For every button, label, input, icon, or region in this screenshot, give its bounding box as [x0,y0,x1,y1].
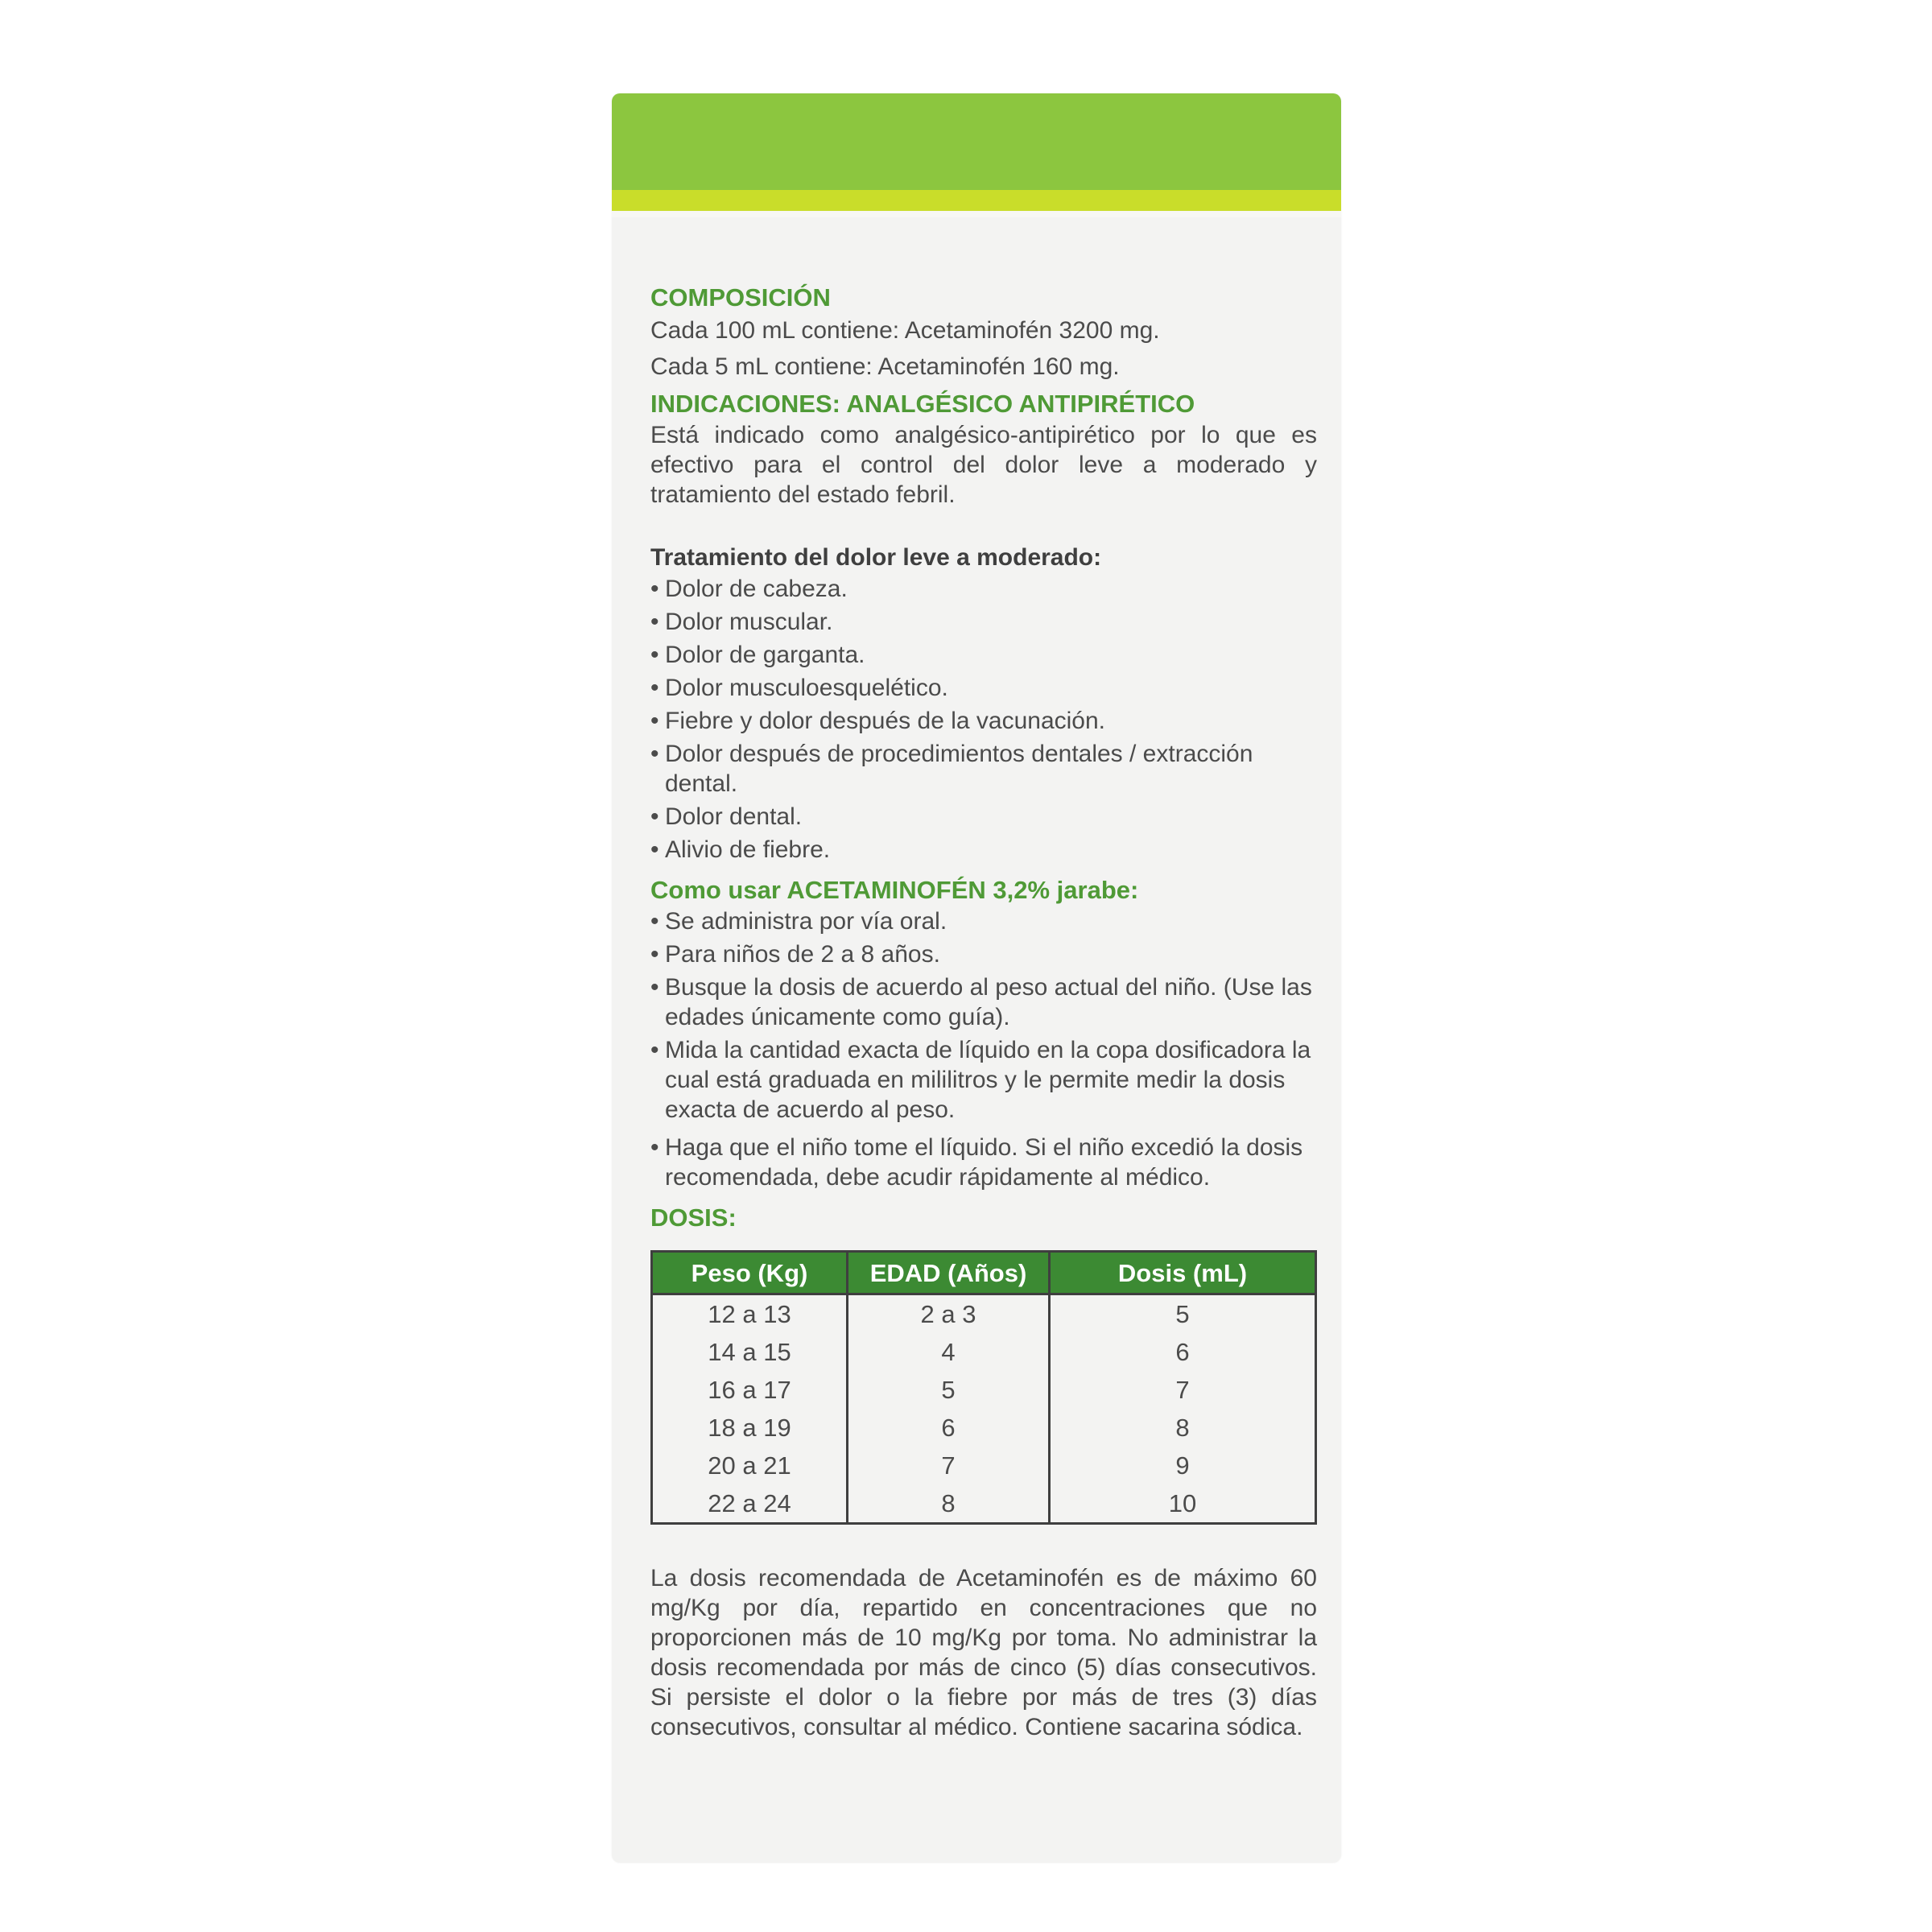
list-item: • Dolor después de procedimientos dentales / extracción dental. [650,741,1253,797]
cell-edad: 6 [848,1409,1050,1447]
dosis-table [650,1250,1317,1525]
tratamiento-title: Tratamiento del dolor leve a moderado: [650,544,1102,571]
list-item-text: Haga que el niño tome el líquido. Si el niño excedió la dosis recomendada, debe acudir rápidamente al médico. [665,1134,1303,1191]
cell-dosis: 9 [1050,1447,1316,1484]
list-item-text: Mida la cantidad exacta de líquido en la copa dosificadora la cual está graduada en mililitros y le permite medir la dosis exacta de acuerdo al peso. [665,1037,1311,1123]
cell-peso: 20 a 21 [708,1451,791,1480]
uso-list [650,906,1317,1192]
cell-peso: 14 a 15 [708,1338,791,1366]
indicaciones-title: INDICACIONES: ANALGÉSICO ANTIPIRÉTICO [650,390,1195,418]
list-item: • Dolor muscular. [650,609,833,635]
list-item: • Alivio de fiebre. [650,836,831,863]
header-white-line [612,211,1341,217]
list-item: • Dolor de garganta. [650,642,865,668]
indicaciones-text: Está indicado como analgésico-antipirético por lo que es efectivo para el control del dolor leve a moderado y tratamiento del estado febril. [650,422,1317,508]
cell-peso: 12 a 13 [708,1300,791,1328]
cell-edad: 7 [848,1447,1050,1484]
list-item: • Dolor musculoesquelético. [650,675,948,701]
list-item-text: Dolor de cabeza. [665,576,848,602]
list-item-text: Dolor muscular. [665,609,833,635]
cell-peso: 18 a 19 [708,1414,791,1442]
cell-dosis: 8 [1050,1409,1316,1447]
cell-edad: 4 [848,1333,1050,1371]
table-row [652,1294,1316,1334]
list-item: • Fiebre y dolor después de la vacunación. [650,708,1106,734]
cell-edad: 5 [848,1371,1050,1409]
list-item: • Mida la cantidad exacta de líquido en la copa dosificadora la cual está graduada en mililitros y le permite medir la dosis exacta de acuerdo al peso. [650,1037,1311,1123]
cell-edad: 2 a 3 [848,1294,1050,1334]
cell-dosis: 7 [1050,1371,1316,1409]
table-row [652,1371,1316,1409]
composicion-line: Cada 5 mL contiene: Acetaminofén 160 mg. [650,353,1120,380]
list-item-text: Fiebre y dolor después de la vacunación. [665,708,1106,734]
column-header-edad: EDAD (Años) [848,1252,1050,1294]
list-item: • Busque la dosis de acuerdo al peso actual del niño. (Use las edades únicamente como guía). [650,974,1312,1030]
header-green-band [612,93,1341,190]
column-header-dosis: Dosis (mL) [1050,1252,1316,1294]
list-item: • Se administra por vía oral. [650,908,947,935]
list-item: • Para niños de 2 a 8 años. [650,941,940,968]
list-item-text: Se administra por vía oral. [665,908,947,935]
tratamiento-list [650,574,1317,865]
cell-dosis: 6 [1050,1333,1316,1371]
footer-text: La dosis recomendada de Acetaminofén es de máximo 60 mg/Kg por día, repartido en concentraciones que no proporcionen más de 10 mg/Kg por toma. No administrar la dosis recomendada por más de cinco (5) días consecutivos. Si persiste el dolor o la fiebre por más de tres (3) días consecutivos, consultar al médico. Contiene sacarina sódica. [650,1565,1317,1740]
package-label-panel [612,93,1341,1863]
composicion-line: Cada 100 mL contiene: Acetaminofén 3200 mg. [650,317,1160,344]
cell-peso: 16 a 17 [708,1376,791,1404]
cell-dosis: 10 [1050,1484,1316,1524]
list-item: • Haga que el niño tome el líquido. Si el niño excedió la dosis recomendada, debe acudir rápidamente al médico. [650,1134,1303,1191]
label-content [650,282,1317,1742]
table-row [652,1447,1316,1484]
list-item-text: Busque la dosis de acuerdo al peso actual del niño. (Use las edades únicamente como guía). [665,974,1312,1030]
list-item-text: Alivio de fiebre. [665,836,831,863]
uso-title: Como usar ACETAMINOFÉN 3,2% jarabe: [650,876,1139,904]
list-item-text: Dolor de garganta. [665,642,865,668]
table-row [652,1409,1316,1447]
list-item-text: Para niños de 2 a 8 años. [665,941,940,968]
dosis-table-header-row [652,1252,1316,1294]
composicion-title: COMPOSICIÓN [650,283,831,312]
table-row [652,1484,1316,1524]
cell-dosis: 5 [1050,1294,1316,1334]
header-lime-stripe [612,190,1341,211]
list-item-text: Dolor musculoesquelético. [665,675,948,701]
dosis-title: DOSIS: [650,1203,737,1232]
list-item: • Dolor dental. [650,803,803,830]
list-item: • Dolor de cabeza. [650,576,848,602]
list-item-text: Dolor dental. [665,803,803,830]
cell-peso: 22 a 24 [708,1489,791,1517]
cell-edad: 8 [848,1484,1050,1524]
table-row [652,1333,1316,1371]
column-header-peso: Peso (Kg) [652,1252,848,1294]
list-item-text: Dolor después de procedimientos dentales / extracción dental. [665,741,1253,797]
